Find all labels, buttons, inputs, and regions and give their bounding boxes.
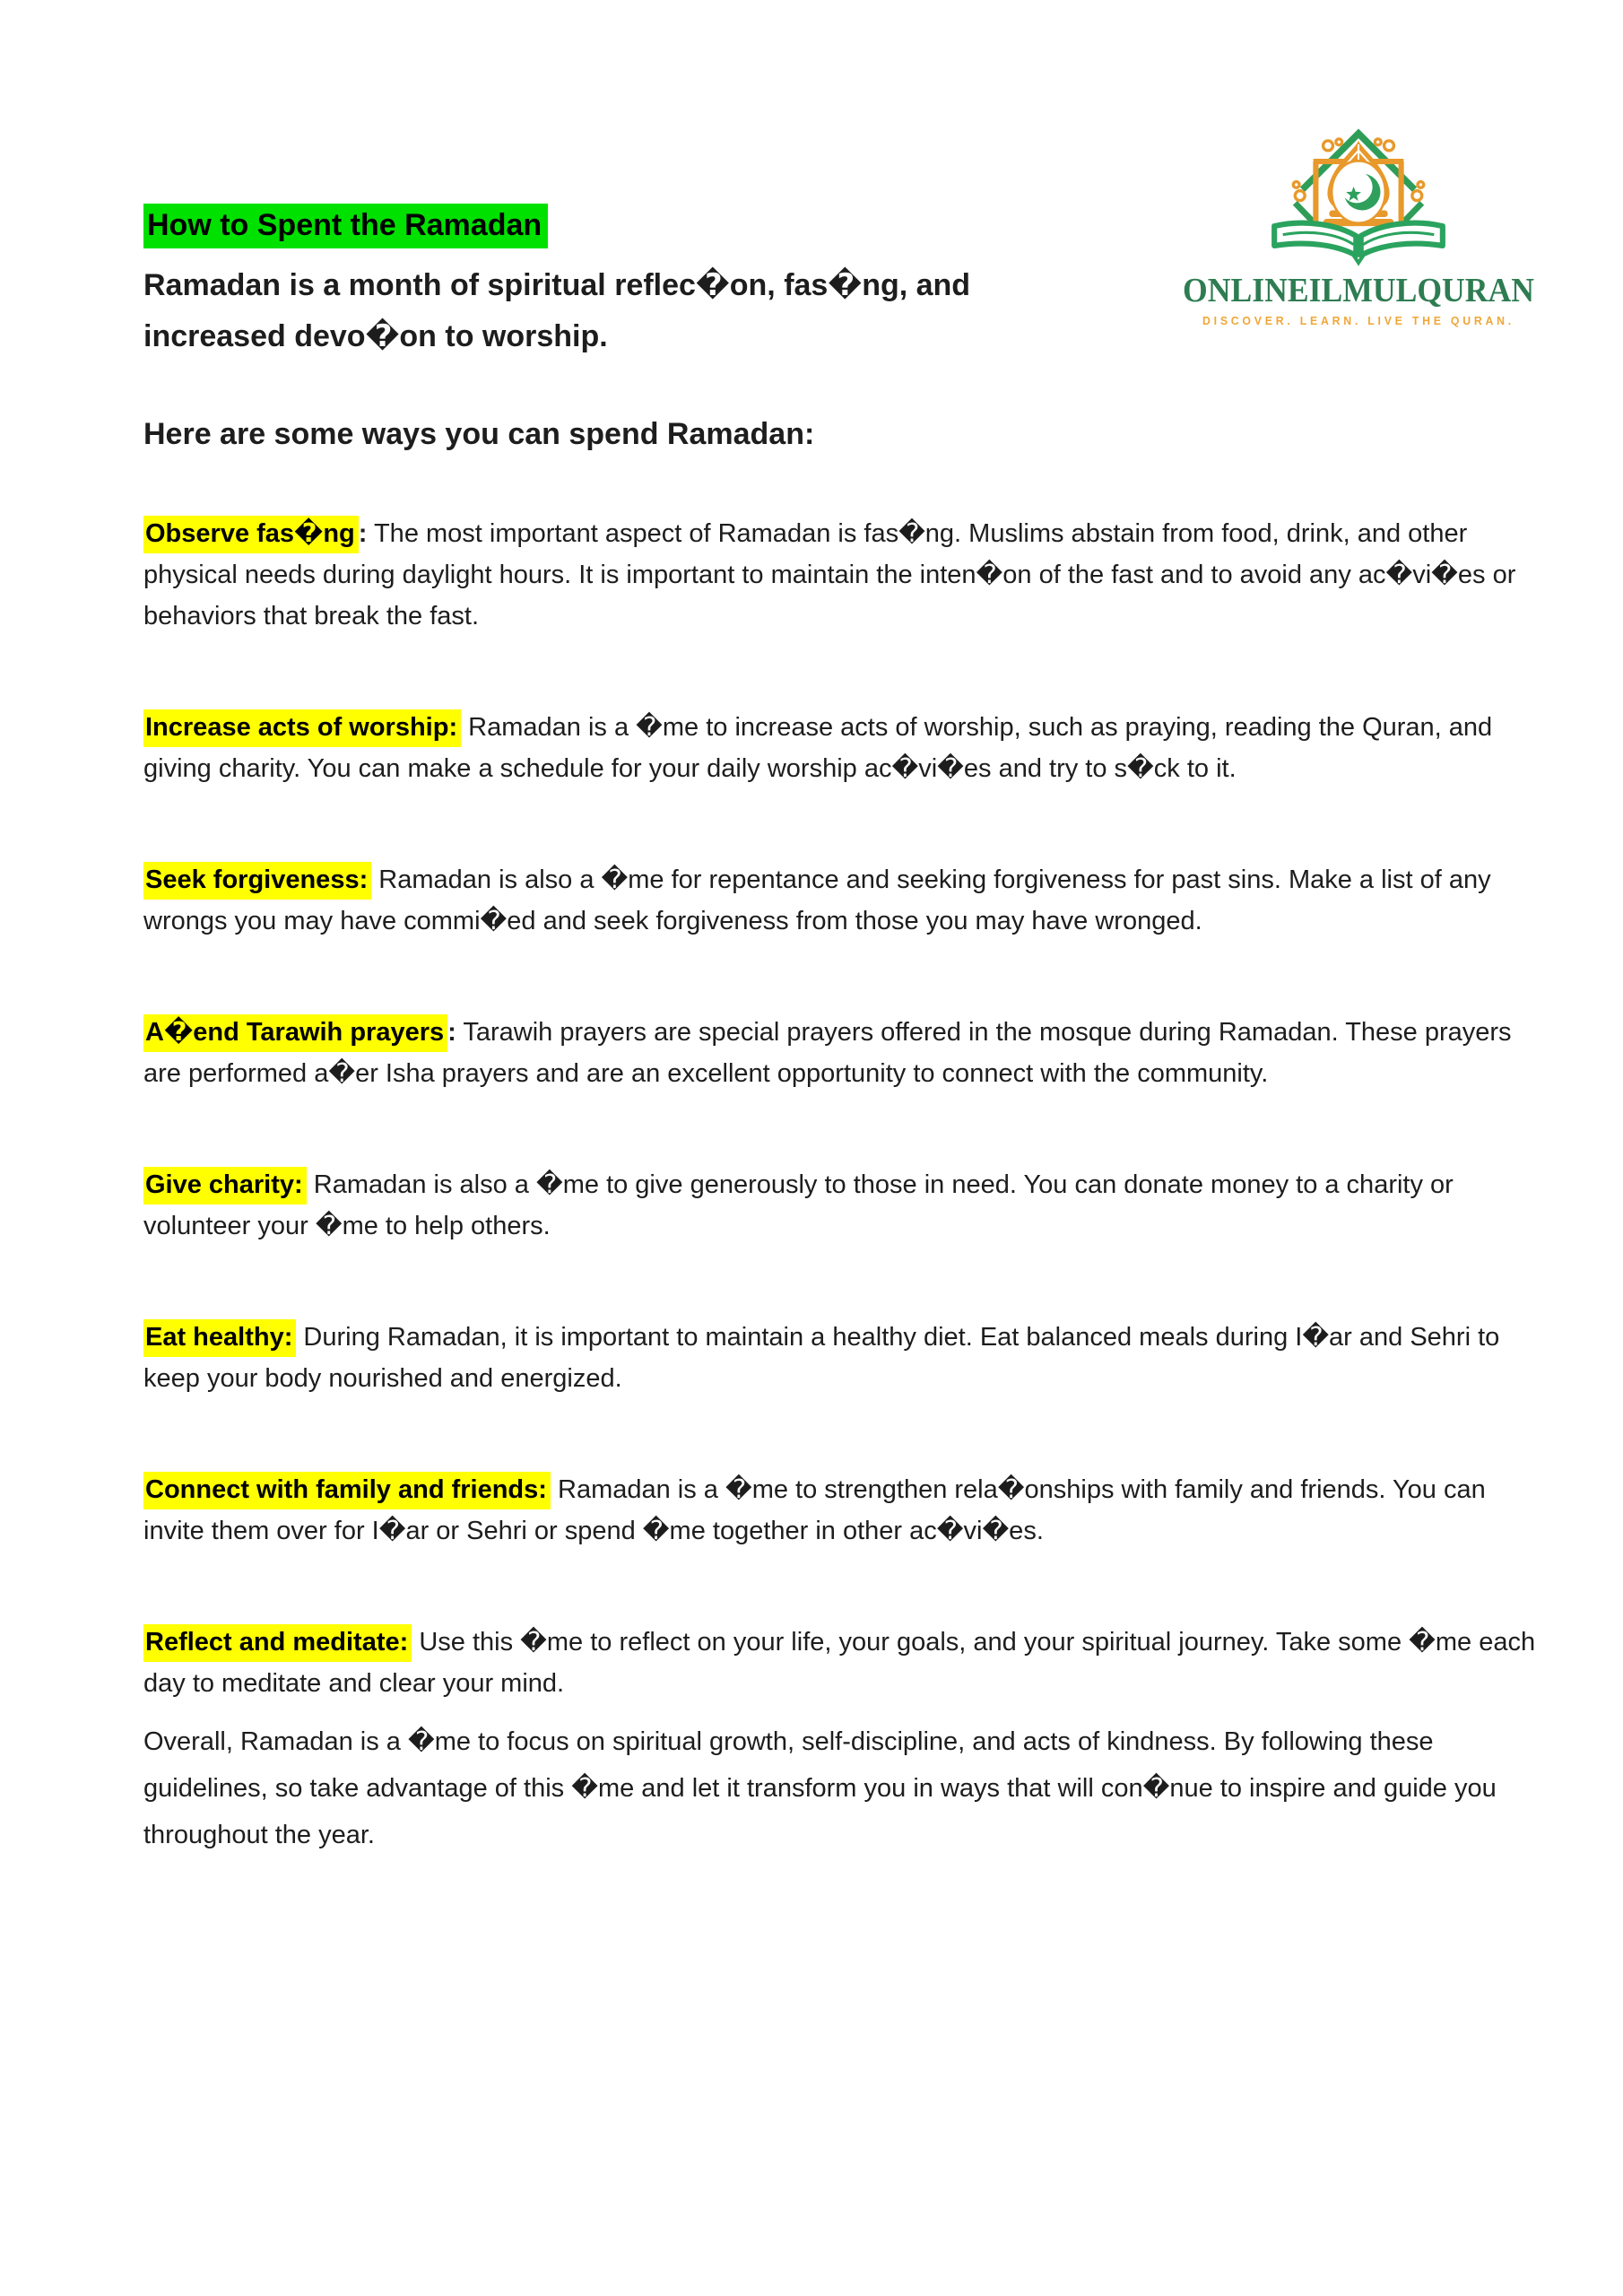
paragraph-lead-suffix: : [358,519,368,548]
paragraph-body: Ramadan is a �me to strengthen rela�onships with family and friends. You can invite them over for I�ar or Sehri or spend �me together in other ac�vi�es. [143,1475,1486,1545]
mosque-book-emblem [1274,134,1443,263]
paragraph-lead-highlight: Reflect and meditate: [143,1624,412,1662]
paragraph [143,1622,1538,1704]
paragraph-body: Tarawih prayers are special prayers offered in the mosque during Ramadan. These prayers are performed a�er Isha prayers and are an excellent opportunity to connect with the community. [143,1018,1512,1088]
paragraph-body: Ramadan is also a �me for repentance and seeking forgiveness for past sins. Make a list of any wrongs you may have commi�ed and seek forgiveness from those you may have wronged. [143,865,1491,935]
section-subheading: Here are some ways you can spend Ramadan: [143,417,815,451]
page-title-highlight: How to Spent the Ramadan [143,204,548,248]
logo-graphic [1179,124,1538,339]
page-title [143,204,1067,246]
paragraph [143,513,1538,637]
paragraph-lead-highlight: Increase acts of worship: [143,709,461,747]
intro-paragraph: Ramadan is a month of spiritual reflec�on, fas�ng, and increased devo�on to worship. [143,268,971,353]
paragraph [143,859,1538,942]
logo-wordmark: ONLINEILMULQURAN [1183,272,1534,309]
paragraph-list [143,513,1538,1704]
paragraph-lead-suffix: : [447,1018,456,1047]
brand-logo [1179,124,1538,344]
crescent-star-icon [1332,161,1385,222]
paragraph-body: Ramadan is a �me to increase acts of worship, such as praying, reading the Quran, and giving charity. You can make a schedule for your daily worship ac�vi�es and try to s�ck to it. [143,713,1493,783]
header-text-block [143,204,1067,362]
paragraph [143,1164,1538,1247]
paragraph [143,1012,1538,1094]
document-header [143,0,1538,362]
paragraph-lead-highlight: A�end Tarawih prayers [143,1014,447,1052]
paragraph-lead-highlight: Connect with family and friends: [143,1472,551,1509]
paragraph-body: Ramadan is also a �me to give generously to those in need. You can donate money to a charity or volunteer your �me to help others. [143,1170,1454,1240]
paragraph-lead-highlight: Give charity: [143,1167,307,1205]
open-book-icon [1274,223,1443,263]
paragraph-body: During Ramadan, it is important to maintain a healthy diet. Eat balanced meals during I�ar and Sehri to keep your body nourished and energized. [143,1323,1500,1393]
paragraph [143,1317,1538,1399]
paragraph [143,707,1538,789]
paragraph-body: The most important aspect of Ramadan is fas�ng. Muslims abstain from food, drink, and other physical needs during daylight hours. It is important to maintain the inten�on of the fast and to avoid any ac�vi�es or behaviors that break the fast. [143,519,1516,631]
closing-paragraph: Overall, Ramadan is a �me to focus on spiritual growth, self-discipline, and acts of kindness. By following these guidelines, so take advantage of this �me and let it transform you in ways that will con�nue to inspire and guide you throughout the year. [143,1727,1497,1849]
paragraph-lead-highlight: Seek forgiveness: [143,862,371,900]
paragraph-lead-highlight: Observe fas�ng [143,516,359,553]
paragraph [143,1469,1538,1552]
paragraph-lead-highlight: Eat healthy: [143,1319,296,1357]
paragraph-body: Use this �me to reflect on your life, your goals, and your spiritual journey. Take some �me each day to meditate and clear your mind. [143,1628,1536,1698]
logo-tagline: DISCOVER. LEARN. LIVE THE QURAN. [1202,314,1515,327]
